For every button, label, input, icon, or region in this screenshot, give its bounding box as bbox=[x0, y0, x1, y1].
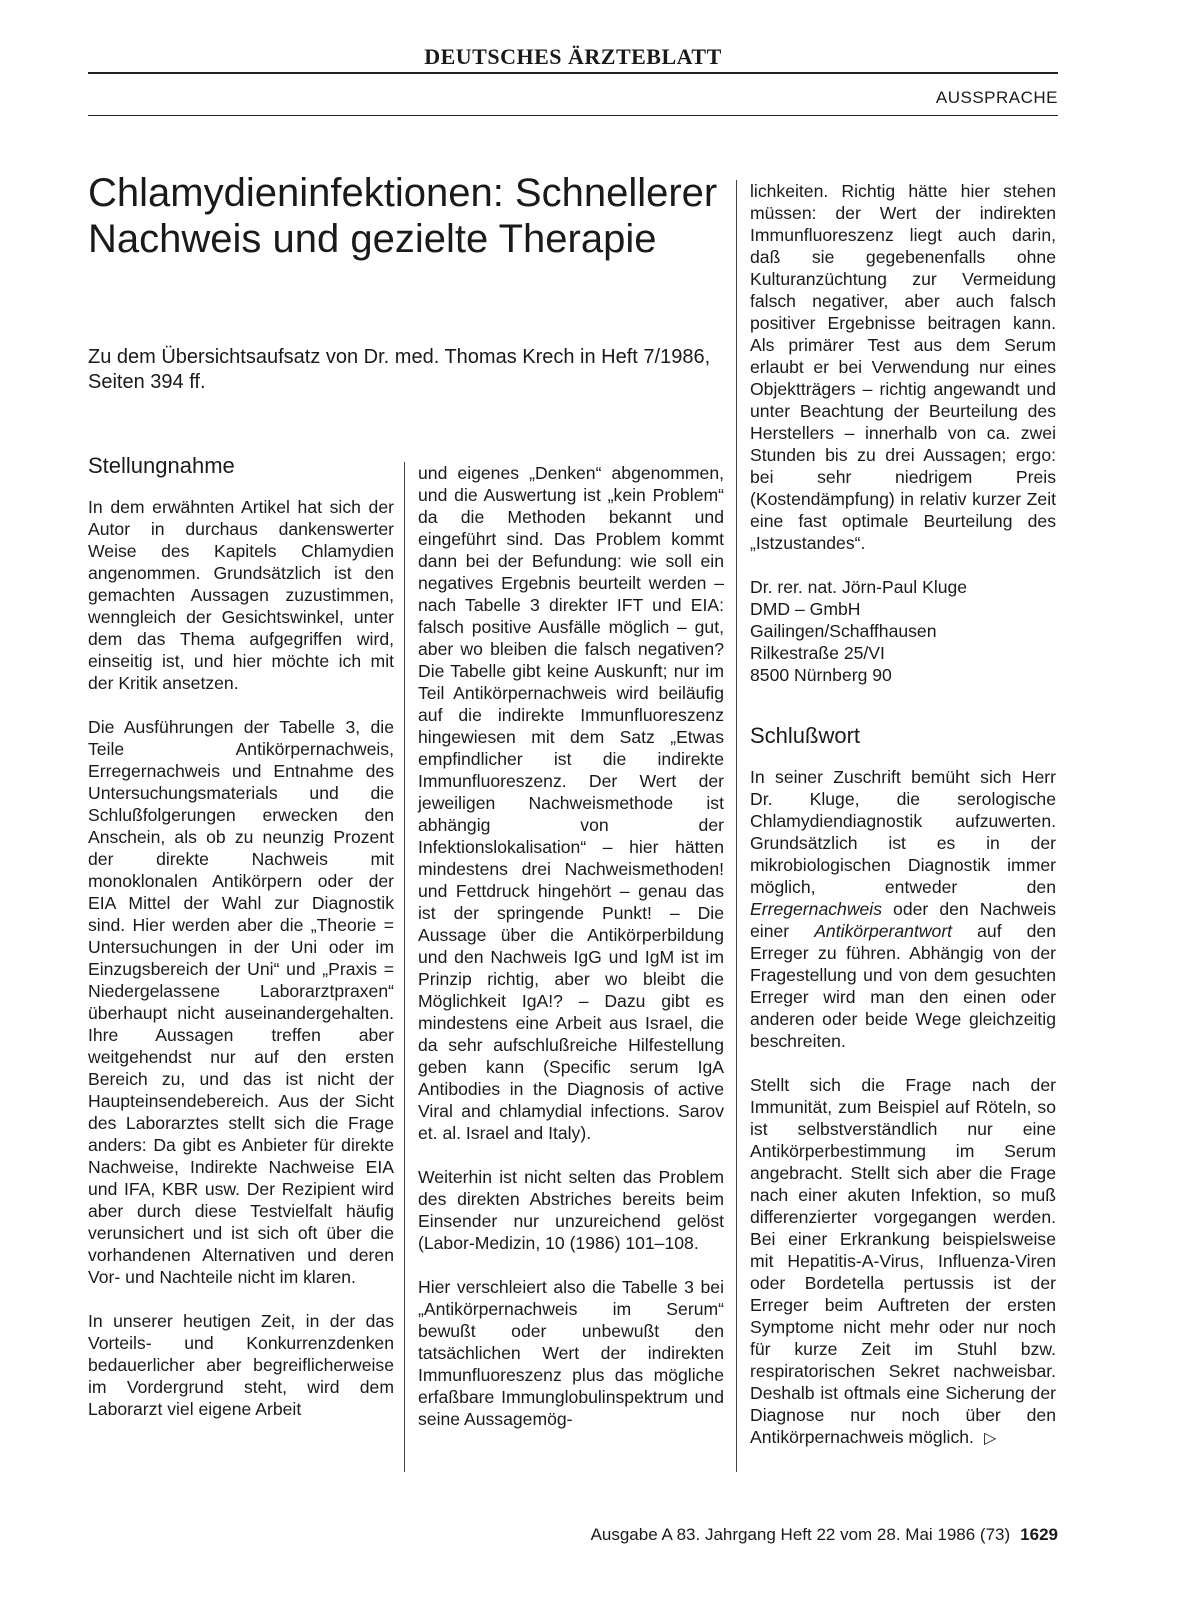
paragraph bbox=[750, 1074, 1056, 1450]
paragraph bbox=[750, 766, 1056, 1052]
paragraph: Hier verschleiert also die Tabelle 3 bei „Antikörpernachweis im Serum“ bewußt oder unbewußt den tatsächlichen Wert der indirekten Immunfluoreszenz plus das mögliche erfaßbare Immunglobulinspektrum und seine Aussagemög- bbox=[418, 1277, 724, 1429]
column-1 bbox=[88, 452, 394, 1442]
continue-arrow-icon: ▷ bbox=[983, 1430, 997, 1447]
author-line: Dr. rer. nat. Jörn-Paul Kluge bbox=[750, 577, 968, 597]
column-divider bbox=[404, 462, 405, 1472]
emphasis: Antikörperantwort bbox=[814, 921, 953, 941]
article-title: Chlamydieninfektionen: Schnellerer Nachweis und gezielte Therapie bbox=[88, 171, 718, 261]
column-divider bbox=[736, 180, 737, 1472]
heading-stellungnahme: Stellungnahme bbox=[88, 453, 235, 478]
issue-info: Ausgabe A 83. Jahrgang Heft 22 vom 28. Mai 1986 (73) bbox=[590, 1525, 1011, 1544]
text-run: oder den Nachweis einer bbox=[750, 899, 1056, 941]
text-run: auf den Erreger zu führen. Abhängig von der Fragestellung und von dem gesuchten Erreger wird man den einen oder anderen oder beide Wege gleichzeitig beschreiten. bbox=[750, 921, 1056, 1051]
header-rule bbox=[88, 72, 1058, 74]
heading-schlusswort: Schlußwort bbox=[750, 723, 861, 748]
paragraph: In dem erwähnten Artikel hat sich der Autor in durchaus dankenswerter Weise des Kapitels Chlamydien angenommen. Grundsätzlich ist den gemachten Aussagen zuzustimmen, wenngleich der Gesichtswinkel, unter dem das Thema aufgegriffen wird, einseitig ist, und hier möchte ich mit der Kritik ansetzen. bbox=[88, 497, 394, 693]
masthead: DEUTSCHES ÄRZTEBLATT bbox=[424, 44, 722, 69]
paragraph: Die Ausführungen der Tabelle 3, die Teile Antikörpernachweis, Erregernachweis und Entnahme des Untersuchungsmaterials und die Schlußfolgerungen erwecken den Anschein, als ob zu neunzig Prozent der direkte Nachweis mit monoklonalen Antikörpern oder der EIA Mittel der Wahl zur Diagnostik sind. Hier werden aber die „Theorie = Untersuchungen in der Uni oder im Einzugsbereich der Uni“ und „Praxis = Niedergelassene Laborarztpraxen“ überhaupt nicht auseinandergehalten. Ihre Aussagen treffen aber weitgehendst nur auf den ersten Bereich zu, und das ist nicht der Haupteinsendebereich. Aus der Sicht des Laborarztes stellt sich die Frage anders: Da gibt es Anbieter für direkte Nachweise, Indirekte Nachweise EIA und IFA, KBR usw. Der Rezipient wird aber durch diese Testvielfalt häufig verunsichert und ist sich oft über die vorhandenen Alternativen und deren Vor- und Nachteile nicht im klaren. bbox=[88, 717, 394, 1287]
author-line: DMD – GmbH bbox=[750, 599, 861, 619]
column-2 bbox=[418, 462, 724, 1452]
page-number: 1629 bbox=[1020, 1525, 1058, 1544]
text-run: In seiner Zuschrift bemüht sich Herr Dr. Kluge, die serologische Chlamydiendiagnostik aufzuwerten. Grundsätzlich ist es in der mikrobiologischen Diagnostik immer möglich, entweder den bbox=[750, 767, 1056, 897]
paragraph: In unserer heutigen Zeit, in der das Vorteils- und Konkurrenzdenken bedauerlicher aber begreiflicherweise im Vordergrund steht, wird dem Laborarzt viel eigene Arbeit bbox=[88, 1311, 394, 1419]
author-line: 8500 Nürnberg 90 bbox=[750, 665, 892, 685]
paragraph: und eigenes „Denken“ abgenommen, und die Auswertung ist „kein Problem“ da die Methoden bekannt und eingeführt sind. Das Problem kommt dann bei der Befundung: wie soll ein negatives Ergebnis beurteilt werden – nach Tabelle 3 direkter IFT und EIA: falsch positive Ausfälle möglich – gut, aber wo bleiben die falsch negativen? Die Tabelle gibt keine Auskunft; nur im Teil Antikörpernachweis wird beiläufig auf die indirekte Immunfluoreszenz hingewiesen mit dem Satz „Etwas empfindlicher ist die indirekte Immunfluoreszenz. Der Wert der jeweiligen Nachweismethode ist abhängig von der Infektionslokalisation“ – hier hätten mindestens drei Nachweismethoden! und Fettdruck hingehört – genau das ist der springende Punkt! – Die Aussage über die Antikörperbildung und den Nachweis IgG und IgM ist im Prinzip richtig, aber wo bleibt die Möglichkeit IgA!? – Dazu gibt es mindestens eine Arbeit aus Israel, die da sehr aufschlußreiche Hilfestellung geben kann (Specific serum IgA Antibodies in the Diagnosis of active Viral and chlamydial infections. Sarov et. al. Israel and Italy). bbox=[418, 463, 724, 1143]
paragraph: lichkeiten. Richtig hätte hier stehen müssen: der Wert der indirekten Immunfluoreszenz liegt auch darin, daß sie gegebenenfalls ohne Kulturanzüchtung zur Vermeidung falsch negativer, aber auch falsch positiver Ergebnisse beitragen kann. Als primärer Test aus dem Serum erlaubt er bei Verwendung nur eines Objektträgers – richtig angewandt und unter Beachtung der Beurteilung des Herstellers – innerhalb von ca. zwei Stunden bis zu drei Aussagen; ergo: bei sehr niedrigem Preis (Kostendämpfung) in relativ kurzer Zeit eine fast optimale Beurteilung des „Istzustandes“. bbox=[750, 181, 1056, 553]
section-rule bbox=[88, 115, 1058, 116]
author-line: Gailingen/Schaffhausen bbox=[750, 621, 937, 641]
paragraph: Weiterhin ist nicht selten das Problem des direkten Abstriches bereits beim Einsender nur unzureichend gelöst (Labor-Medizin, 10 (1986) 101–108. bbox=[418, 1167, 724, 1253]
section-label: AUSSPRACHE bbox=[935, 88, 1058, 107]
author-address bbox=[750, 576, 1056, 686]
author-line: Rilkestraße 25/VI bbox=[750, 643, 885, 663]
page-footer bbox=[0, 1525, 1058, 1545]
column-3 bbox=[750, 180, 1056, 1472]
emphasis: Erregernachweis bbox=[750, 899, 883, 919]
text-run: Stellt sich die Frage nach der Immunität, zum Beispiel auf Röteln, so ist selbstverständlich nur eine Antikörperbestimmung im Serum angebracht. Stellt sich aber die Frage nach einer akuten Infektion, so muß differenzierter vorgegangen werden. Bei einer Erkrankung beispielsweise mit Hepatitis-A-Virus, Influenza-Viren oder Bordetella pertussis ist der Erreger beim Auftreten der ersten Symptome nicht mehr oder nur noch für kurze Zeit im Stuhl bzw. respiratorischen Sekret nachweisbar. Deshalb ist oftmals eine Sicherung der Diagnose nur noch über den Antikörpernachweis möglich. bbox=[750, 1075, 1056, 1447]
article-subtitle: Zu dem Übersichtsaufsatz von Dr. med. Thomas Krech in Heft 7/1986, Seiten 394 ff. bbox=[88, 346, 711, 393]
